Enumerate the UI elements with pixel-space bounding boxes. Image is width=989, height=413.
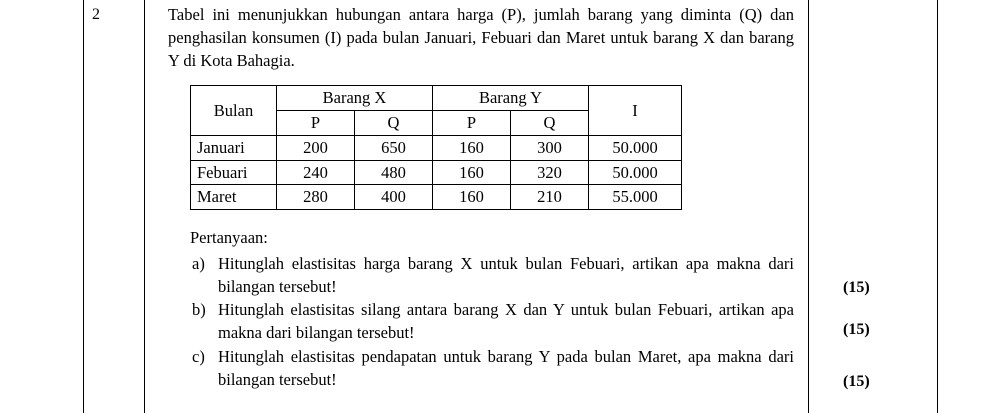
cell-y-p: 160 [433, 160, 511, 185]
item-marker-a: a) [192, 253, 205, 273]
header-i: I [589, 86, 682, 136]
table-border-question-number [144, 0, 145, 413]
item-text-c: Hitunglah elastisitas pendapatan untuk barang Y pada bulan Maret, apa makna dari bilangan tersebut! [218, 346, 794, 389]
cell-bulan: Febuari [191, 160, 277, 185]
cell-bulan: Januari [191, 135, 277, 160]
marks-a: (15) [843, 279, 870, 296]
table-border-left [83, 0, 84, 413]
table-row [191, 185, 682, 210]
table-row [191, 160, 682, 185]
header-barang-y: Barang Y [433, 86, 589, 111]
header-x-q: Q [355, 111, 433, 136]
header-x-p: P [277, 111, 355, 136]
item-marker-c: c) [192, 346, 205, 366]
cell-x-p: 240 [277, 160, 355, 185]
table-header-row-1 [191, 86, 682, 111]
questions-section [168, 227, 794, 391]
list-item [190, 346, 794, 392]
cell-i: 55.000 [589, 185, 682, 210]
table-border-marks [808, 0, 809, 413]
list-item [190, 253, 794, 299]
marks-c: (15) [843, 373, 870, 390]
cell-y-p: 160 [433, 185, 511, 210]
list-item [190, 299, 794, 345]
cell-i: 50.000 [589, 160, 682, 185]
header-barang-x: Barang X [277, 86, 433, 111]
cell-y-q: 300 [511, 135, 589, 160]
item-text-b: Hitunglah elastisitas silang antara barang X dan Y untuk bulan Febuari, artikan apa makna dari bilangan tersebut! [218, 300, 794, 343]
table-row [191, 135, 682, 160]
cell-y-p: 160 [433, 135, 511, 160]
questions-list [190, 253, 794, 392]
cell-x-q: 400 [355, 185, 433, 210]
elasticity-data-table [190, 85, 682, 210]
cell-x-p: 280 [277, 185, 355, 210]
item-text-a: Hitunglah elastisitas harga barang X untuk bulan Febuari, artikan apa makna dari bilangan tersebut! [218, 253, 794, 296]
cell-x-q: 480 [355, 160, 433, 185]
questions-heading: Pertanyaan: [190, 228, 268, 248]
cell-x-p: 200 [277, 135, 355, 160]
cell-bulan: Maret [191, 185, 277, 210]
table-border-right [937, 0, 938, 413]
item-marker-b: b) [192, 300, 206, 320]
question-number: 2 [92, 6, 100, 23]
cell-y-q: 320 [511, 160, 589, 185]
question-content [168, 4, 794, 392]
data-table-wrapper [168, 85, 794, 210]
header-y-p: P [433, 111, 511, 136]
cell-i: 50.000 [589, 135, 682, 160]
header-y-q: Q [511, 111, 589, 136]
header-bulan: Bulan [191, 86, 277, 136]
cell-y-q: 210 [511, 185, 589, 210]
cell-x-q: 650 [355, 135, 433, 160]
marks-b: (15) [843, 321, 870, 338]
question-intro-text: Tabel ini menunjukkan hubungan antara harga (P), jumlah barang yang diminta (Q) dan penghasilan konsumen (I) pada bulan Januari, Febuari dan Maret untuk barang X dan barang Y di Kota Bahagia. [168, 5, 794, 70]
